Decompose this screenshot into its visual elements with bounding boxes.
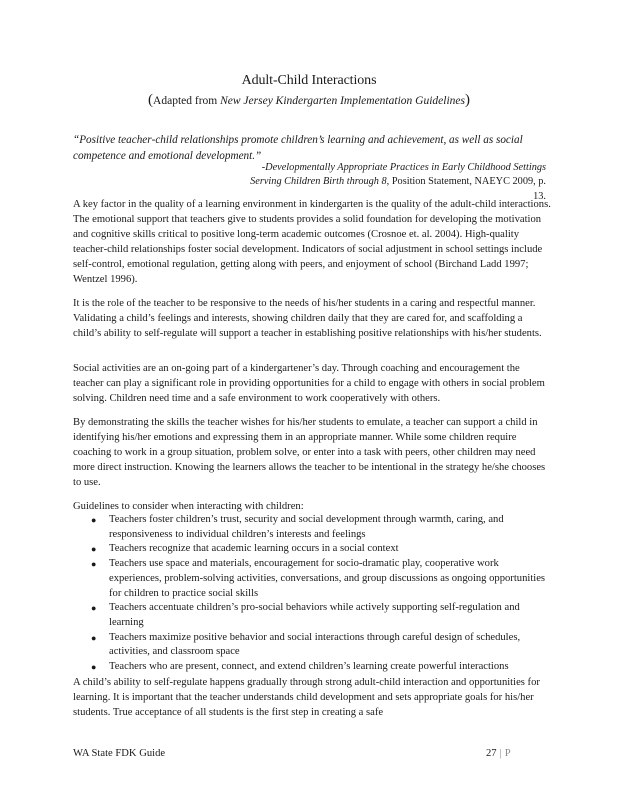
bullet-icon: ● (91, 603, 97, 614)
citation-source-title: Serving Children Birth through 8 (250, 176, 387, 187)
list-item-text: Teachers foster children’s trust, security and social development through warmth, caring, and responsiveness to individual children’s interests and feelings (109, 514, 504, 540)
bullet-icon: ● (91, 515, 97, 525)
footer-page-number (486, 748, 511, 759)
subtitle (0, 92, 618, 109)
guidelines-list (73, 513, 553, 675)
footer-separator: | (499, 748, 502, 759)
list-item-text: Teachers use space and materials, encouragement for socio‐dramatic play, cooperative work experiences, problem‐solving activities, conversations, and group discussions as ongoing opportunities for children to practice social skills (109, 558, 546, 599)
page-number: 27 (486, 748, 497, 759)
subtitle-close-paren: ) (464, 92, 470, 108)
subtitle-open-paren: ( (148, 92, 154, 108)
list-item (73, 601, 553, 630)
bullet-icon: ● (91, 559, 97, 570)
list-item (73, 557, 553, 601)
bullet-icon: ● (91, 662, 97, 673)
list-item (73, 660, 553, 675)
citation-source-details: , Position Statement, NAEYC 2009, p. 13. (386, 176, 546, 202)
subtitle-lead: Adapted from (153, 95, 221, 107)
citation-line-1: ‐Developmentally Appropriate Practices in Early Childhood Settings (261, 162, 546, 173)
footer-page-letter: P (504, 748, 511, 759)
bullet-icon: ● (91, 632, 97, 643)
list-item-text: Teachers who are present, connect, and extend children’s learning create powerful interactions (109, 661, 509, 673)
footer-guide-name: WA State FDK Guide (73, 748, 166, 759)
paragraph-social-activities: Social activities are an on‐going part of a kindergartener’s day. Through coaching and encouragement the teacher can play a significant role in providing opportunities for a child to engage with others in social problem solving. Children need time and a safe environment to work cooperatively with others. (73, 363, 545, 404)
paragraph-demonstrating-skills: By demonstrating the skills the teacher wishes for his/her students to emulate, a teacher can support a child in identifying his/her emotions and expressing them in an appropriate manner. While some children require coaching to work in a group situation, problem solve, or enter into a task with peers, other children may need more direct instruction. Knowing the learners allows the teacher to be intentional in the strategy he/she chooses to use. (73, 417, 546, 488)
list-item-text: Teachers accentuate children’s pro‐social behaviors while actively supporting self‐regulation and learning (109, 602, 520, 628)
page-title: Adult‐Child Interactions (241, 73, 377, 88)
paragraph-key-factor: A key factor in the quality of a learning environment in kindergarten is the quality of the adult‐child interactions. The emotional support that teachers give to students provides a solid foundation for developing the motivation and cognitive skills critical to positive long‐term academic outcomes (Crosnoe et. al. 2004). High‐quality teacher‐child relationships foster social development. Indicators of social adjustment in school settings include self‐control, emotional regulation, getting along with peers, and enjoyment of school (Birchand Ladd 1997; Wentzel 1996). (73, 199, 551, 285)
paragraph-teacher-role: It is the role of the teacher to be responsive to the needs of his/her students in a caring and respectful manner. Validating a child’s feelings and interests, showing children daily that they are cared for, and scaffolding a child’s ability to self‐regulate will support a teacher in establishing positive relationships with his/her students. (73, 298, 542, 339)
list-item-text: Teachers recognize that academic learning occurs in a social context (109, 543, 399, 555)
list-item (73, 631, 553, 660)
list-item-text: Teachers maximize positive behavior and social interactions through careful design of schedules, activities, and classroom space (109, 631, 521, 658)
bullet-icon: ● (91, 544, 97, 555)
guidelines-heading: Guidelines to consider when interacting with children: (73, 501, 304, 512)
list-item (73, 513, 553, 542)
opening-quote: “Positive teacher‐child relationships promote children’s learning and achievement, as well as social competence and emotional development.” (73, 134, 523, 162)
list-item (73, 542, 553, 557)
subtitle-source: New Jersey Kindergarten Implementation Guidelines (220, 95, 465, 107)
paragraph-self-regulation: A child’s ability to self‐regulate happens gradually through strong adult‐child interaction and opportunities for learning. It is important that the teacher understands child development and sets appropriate goals for his/her students. True acceptance of all students is the first step in creating a safe (73, 677, 540, 718)
